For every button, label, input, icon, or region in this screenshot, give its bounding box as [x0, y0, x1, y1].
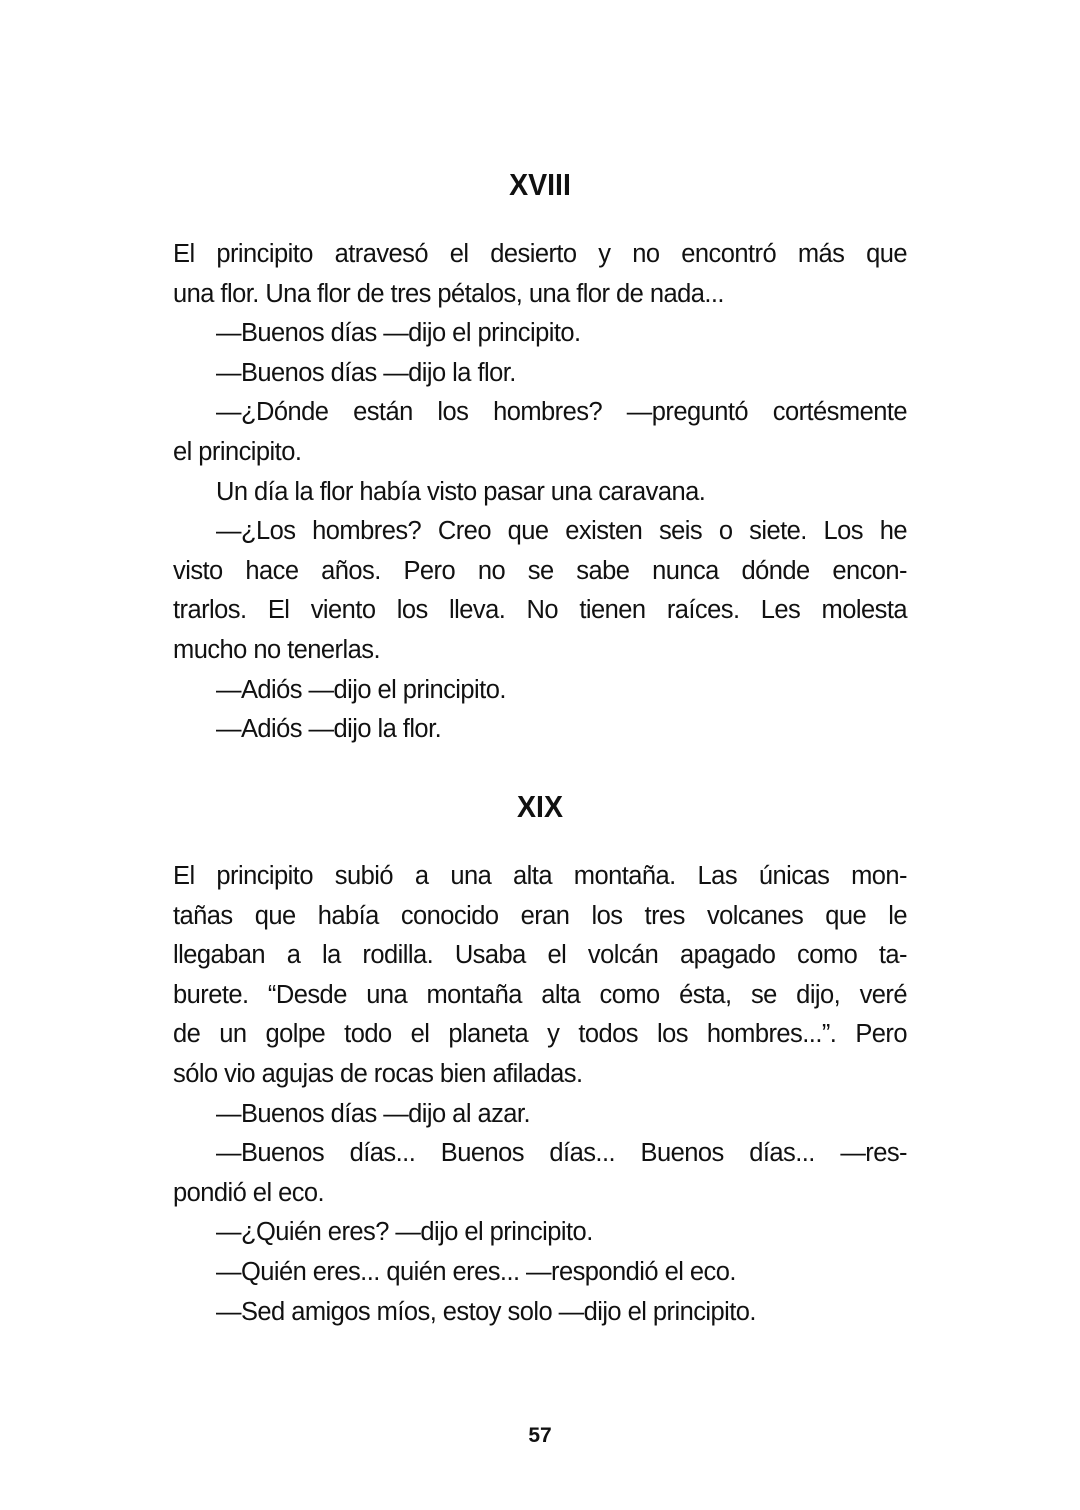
text-line: —Adiós —dijo la flor.	[216, 715, 442, 744]
text-line: —Sed amigos míos, estoy solo —dijo el principito.	[216, 1297, 756, 1326]
text-line: —Buenos días... Buenos días... Buenos días... —res-	[216, 1139, 907, 1168]
chapter-title-xviii: XVIII	[509, 167, 571, 202]
text-line: —Quién eres... quién eres... —respondió el eco.	[216, 1257, 736, 1286]
text-line: —Buenos días —dijo la flor.	[216, 358, 516, 387]
chapter-xix-text	[173, 857, 907, 1332]
text-line: sólo vio agujas de rocas bien afiladas.	[173, 1059, 583, 1088]
text-line: —¿Los hombres? Creo que existen seis o siete. Los he	[216, 517, 907, 546]
text-line: Un día la flor había visto pasar una caravana.	[216, 477, 706, 506]
text-line: —Buenos días —dijo al azar.	[216, 1099, 530, 1128]
text-line: trarlos. El viento los lleva. No tienen raíces. Les molesta	[173, 596, 907, 625]
chapter-title-xix: XIX	[517, 789, 563, 824]
text-line: pondió el eco.	[173, 1178, 325, 1207]
text-line: El principito subió a una alta montaña. Las únicas mon-	[173, 862, 907, 890]
chapter-xviii-text	[173, 235, 907, 750]
text-line: —Adiós —dijo el principito.	[216, 675, 506, 704]
text-line: visto hace años. Pero no se sabe nunca dónde encon-	[173, 556, 907, 585]
text-line: —¿Dónde están los hombres? —preguntó cortésmente	[216, 398, 907, 427]
text-line: tañas que había conocido eran los tres volcanes que le	[173, 901, 907, 930]
text-line: El principito atravesó el desierto y no encontró más que	[173, 240, 907, 268]
text-line: de un golpe todo el planeta y todos los hombres...”. Pero	[173, 1020, 907, 1049]
text-line: burete. “Desde una montaña alta como ésta, se dijo, veré	[173, 980, 907, 1009]
text-line: llegaban a la rodilla. Usaba el volcán apagado como ta-	[173, 941, 907, 970]
text-line: el principito.	[173, 437, 302, 466]
text-line: mucho no tenerlas.	[173, 635, 380, 664]
text-line: —¿Quién eres? —dijo el principito.	[216, 1218, 593, 1247]
text-line: —Buenos días —dijo el principito.	[216, 319, 581, 348]
text-line: una flor. Una flor de tres pétalos, una flor de nada...	[173, 279, 724, 308]
page-number: 57	[528, 1424, 552, 1447]
